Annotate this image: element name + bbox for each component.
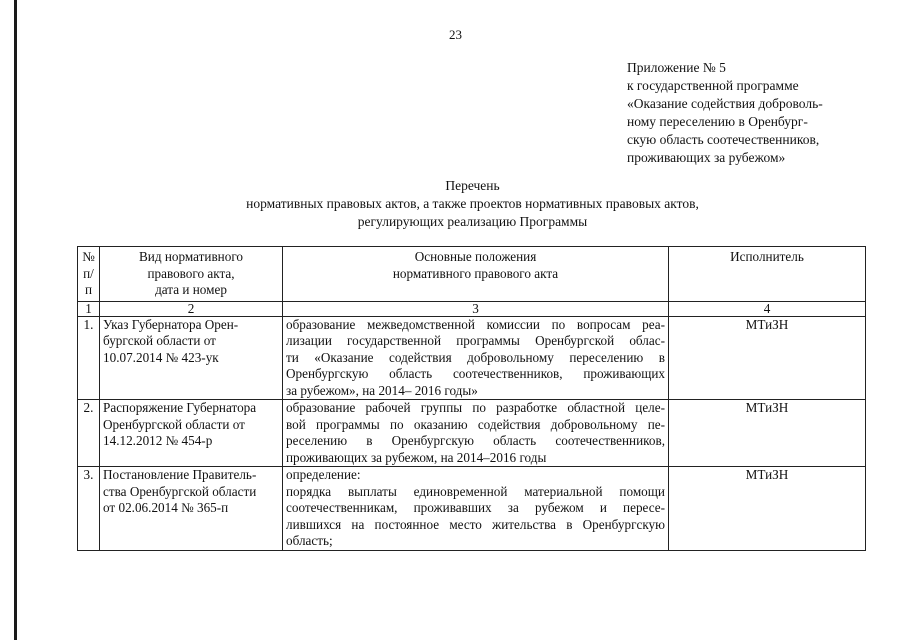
appendix-note [627, 59, 857, 167]
table-header-row [78, 247, 866, 302]
header-type [100, 247, 283, 302]
executor-cell: МТиЗН [669, 400, 866, 467]
table-row [78, 316, 866, 400]
appendix-line: к государственной программе [627, 78, 799, 93]
legal-acts-table [77, 246, 866, 551]
act-content-line: область; [286, 533, 333, 548]
row-number: 1. [78, 316, 100, 400]
column-index: 1 [78, 301, 100, 316]
act-content-line: проживающих за рубежом, на 2014–2016 годы [286, 449, 547, 465]
act-type-line: ства Оренбургской области [103, 483, 257, 499]
act-content-line: образование рабочей группы по разработке областной целе- [286, 400, 665, 415]
header-num-line: № [82, 249, 95, 264]
act-type-line: Указ Губернатора Орен- [103, 316, 239, 332]
act-type-line: Постановление Правитель- [103, 467, 257, 482]
act-type-line: 10.07.2014 № 423-ук [103, 349, 219, 365]
row-number: 2. [78, 400, 100, 467]
act-type-line: 14.12.2012 № 454-р [103, 433, 213, 448]
header-executor [669, 247, 866, 302]
appendix-line: Приложение № 5 [627, 60, 726, 75]
header-num [78, 247, 100, 302]
act-content-line: лизации государственной программы Оренбургской облас- [286, 333, 665, 348]
column-index: 3 [283, 301, 669, 316]
column-index: 2 [100, 301, 283, 316]
header-executor-line: Исполнитель [730, 249, 804, 264]
act-content-line: соотечественникам, проживавших за рубежом и пересе- [286, 500, 665, 515]
heading-subtitle-line: регулирующих реализацию Программы [357, 214, 588, 229]
document-heading [200, 177, 745, 231]
header-type-line: правового акта, [147, 265, 235, 281]
heading-subtitle-line: нормативных правовых актов, а также проектов нормативных правовых актов, [246, 196, 699, 211]
act-type-cell [100, 467, 283, 551]
act-content-cell [283, 467, 669, 551]
column-index-row [78, 301, 866, 316]
header-content-line: нормативного правового акта [392, 265, 559, 281]
header-content [283, 247, 669, 302]
heading-title: Перечень [445, 178, 500, 193]
appendix-line: проживающих за рубежом» [627, 150, 786, 165]
page-number: 23 [449, 27, 462, 42]
act-content-line: определение: [286, 467, 361, 482]
act-type-cell [100, 316, 283, 400]
act-content-line: порядка выплаты единовременной материальной помощи [286, 483, 665, 499]
act-content-cell [283, 316, 669, 400]
scan-left-edge [14, 0, 17, 640]
act-type-line: Распоряжение Губернатора [103, 400, 257, 415]
header-type-line: дата и номер [155, 282, 227, 297]
executor-cell: МТиЗН [669, 316, 866, 400]
header-content-line: Основные положения [414, 249, 537, 264]
table-row [78, 400, 866, 467]
column-index: 4 [669, 301, 866, 316]
act-type-line: Оренбургской области от [103, 416, 245, 432]
act-content-line: вой программы по оказанию содействия добровольному пе- [286, 416, 665, 432]
act-content-line: лившихся на постоянное место жительства в Оренбургскую [286, 516, 665, 532]
header-type-line: Вид нормативного [138, 249, 244, 264]
act-type-line: от 02.06.2014 № 365-п [103, 500, 229, 515]
appendix-line: скую область соотечественников, [627, 132, 820, 147]
appendix-line: «Оказание содействия доброволь- [627, 96, 823, 111]
act-type-cell [100, 400, 283, 467]
act-content-line: реселению в Оренбургскую область соотечественников, [286, 433, 665, 448]
executor-cell: МТиЗН [669, 467, 866, 551]
act-content-cell [283, 400, 669, 467]
act-type-line: бургской области от [103, 333, 216, 348]
table-row [78, 467, 866, 551]
act-content-line: образование межведомственной комиссии по вопросам реа- [286, 316, 665, 332]
header-num-line: п/п [83, 265, 94, 297]
act-content-line: за рубежом», на 2014– 2016 годы» [286, 382, 478, 398]
act-content-line: Оренбургскую область соотечественников, проживающих [286, 366, 665, 381]
act-content-line: ти «Оказание содействия добровольному переселению в [286, 349, 665, 365]
row-number: 3. [78, 467, 100, 551]
appendix-line: ному переселению в Оренбург- [627, 114, 808, 129]
